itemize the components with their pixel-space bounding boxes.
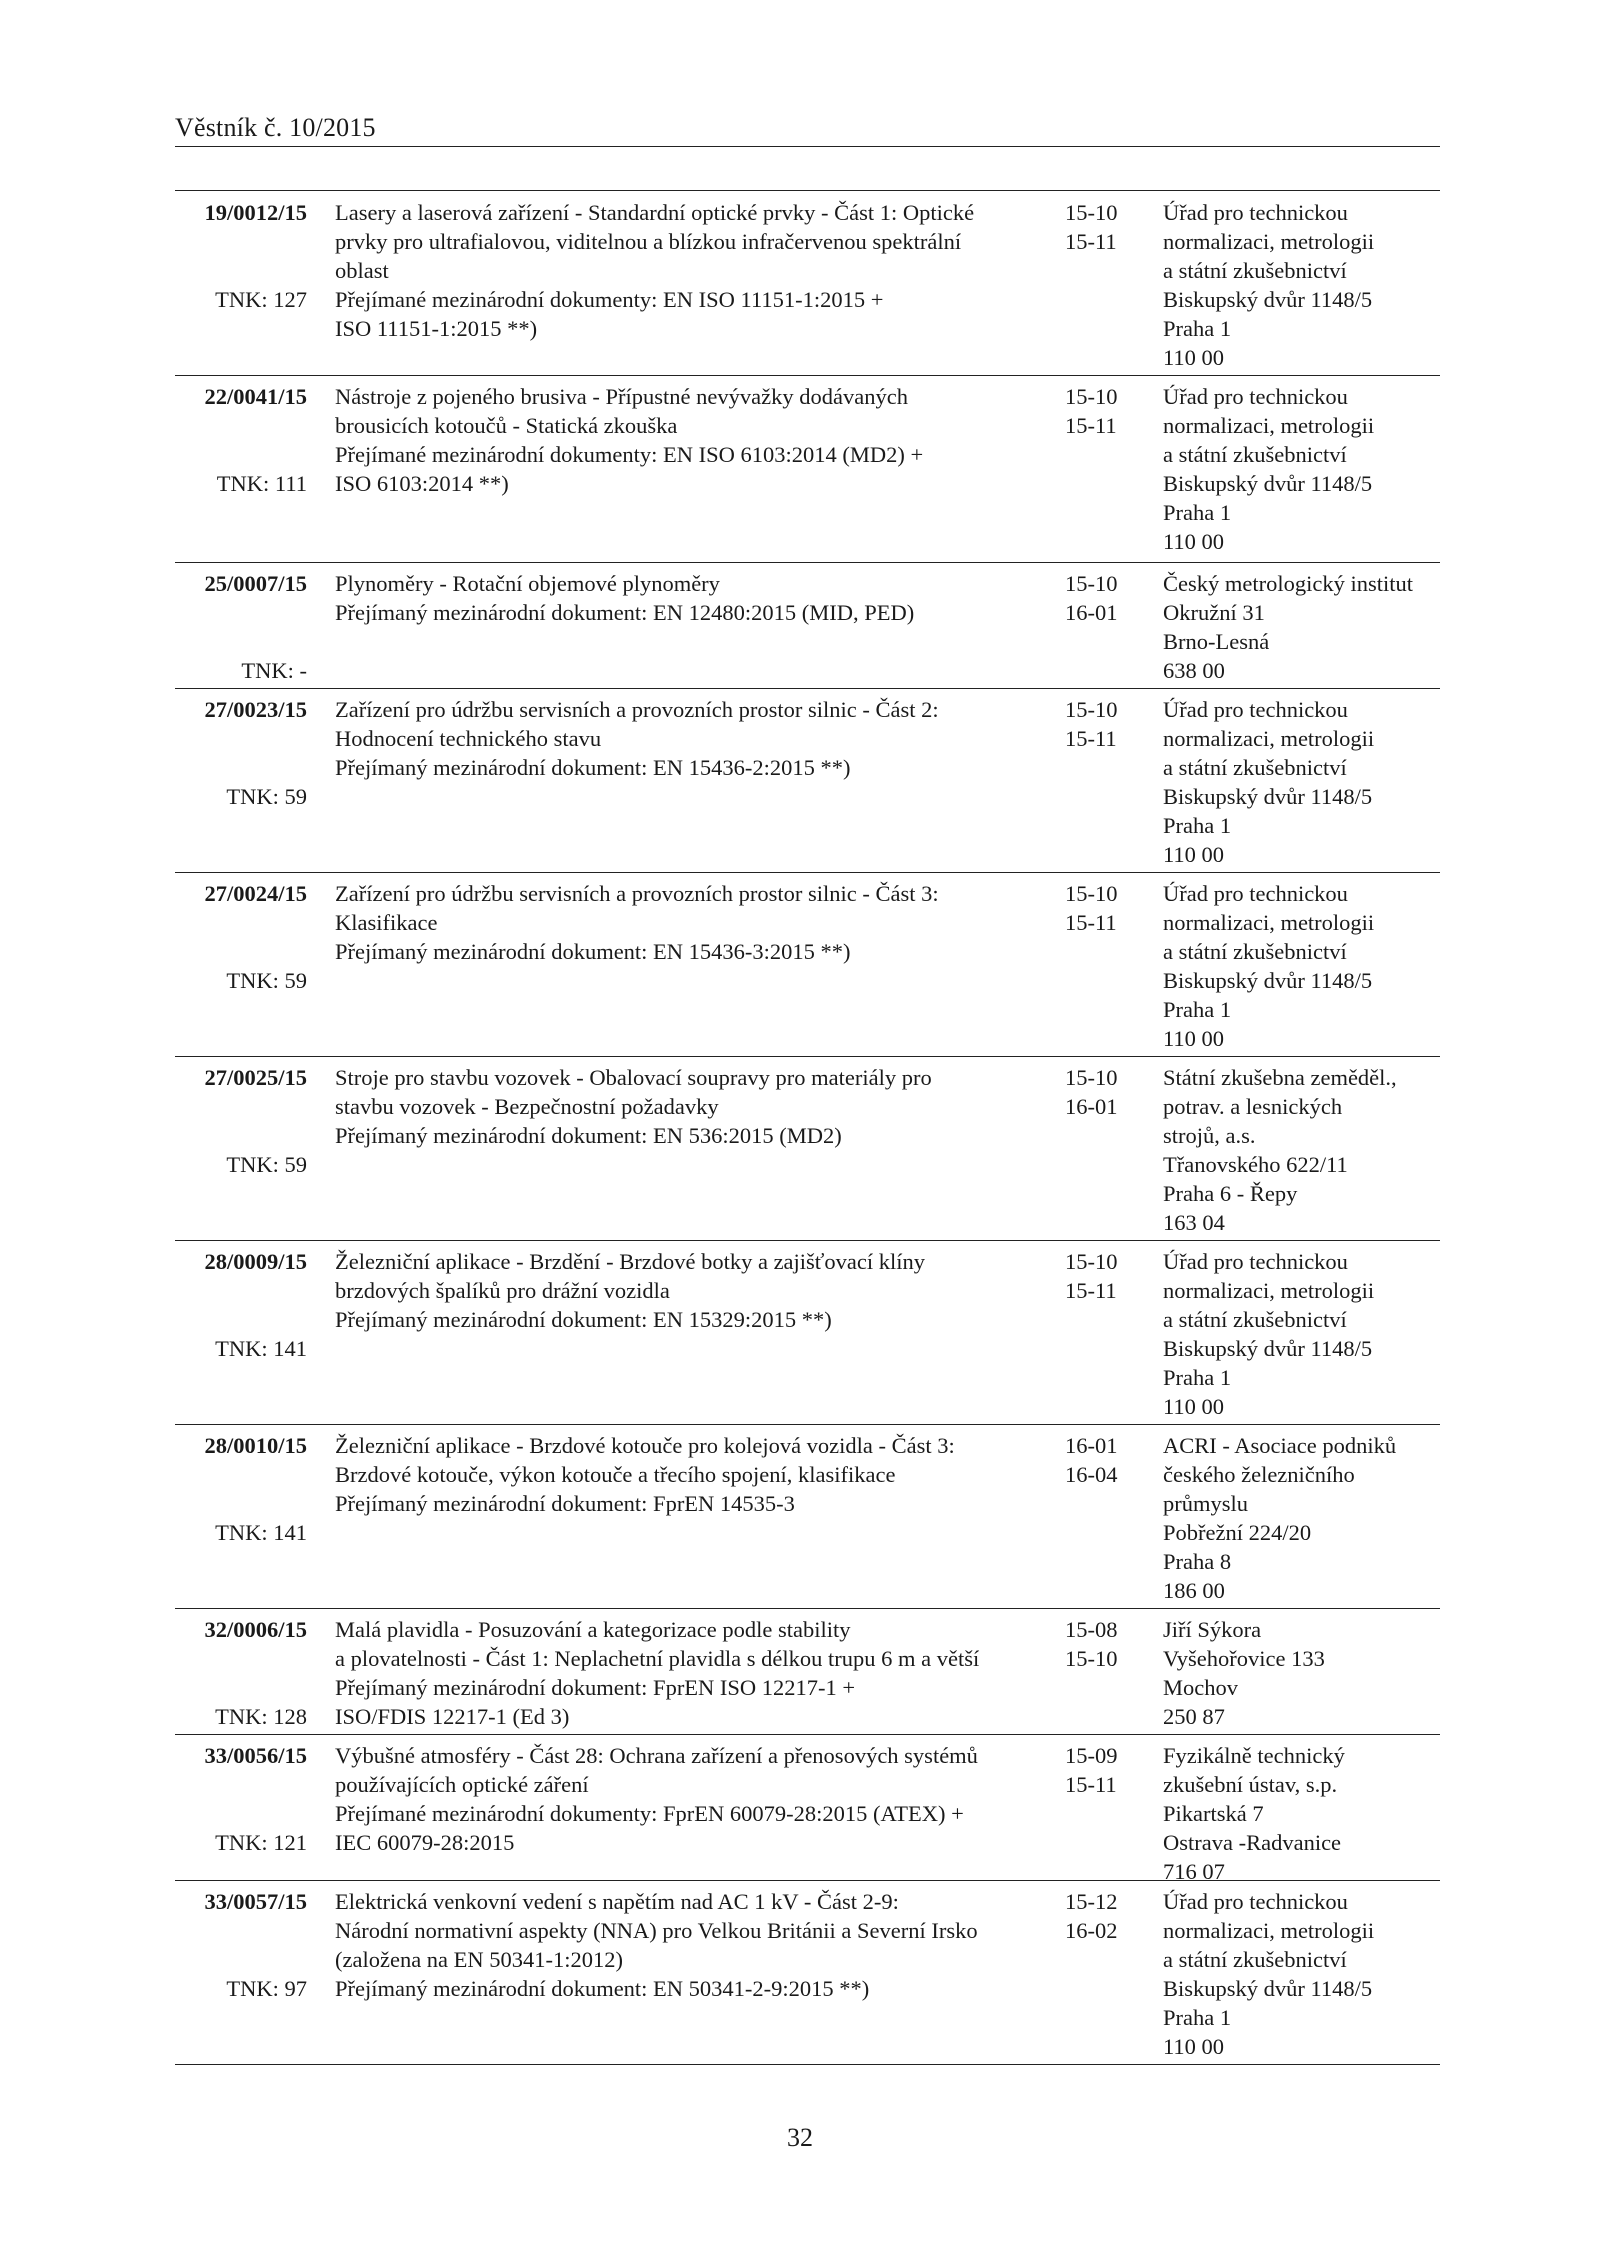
entry-organization-line: Praha 1 [1163, 813, 1232, 838]
entry-organization-cell [1163, 695, 1443, 869]
entry-title-line: Přejímaný mezinárodní dokument: FprEN 14535-3 [335, 1491, 795, 1516]
entry-dates-cell [1065, 1887, 1155, 1945]
entry-organization-line: Biskupský dvůr 1148/5 [1163, 784, 1373, 809]
entry-organization-line: 110 00 [1163, 842, 1225, 867]
table-row [175, 1735, 1440, 1884]
table-row [175, 1881, 1440, 2065]
entry-organization-line: 638 00 [1163, 658, 1225, 683]
entry-organization-cell [1163, 382, 1443, 556]
entry-organization-line: zkušební ústav, s.p. [1163, 1772, 1338, 1797]
entry-organization-line: Praha 8 [1163, 1549, 1232, 1574]
entry-title-line: Národní normativní aspekty (NNA) pro Velkou Británii a Severní Irsko [335, 1918, 978, 1943]
entry-title-line: Přejímané mezinárodní dokumenty: EN ISO 11151-1:2015 + [335, 287, 884, 312]
entry-organization-cell [1163, 1887, 1443, 2061]
entry-title-line: Přejímaný mezinárodní dokument: EN 15436-2:2015 **) [335, 755, 851, 780]
entry-organization-line: normalizaci, metrologii [1163, 229, 1375, 254]
entry-organization-line: Třanovského 622/11 [1163, 1152, 1348, 1177]
entry-id-cell [175, 1063, 307, 1177]
entry-id-cell [175, 198, 307, 312]
entry-organization-line: normalizaci, metrologii [1163, 413, 1375, 438]
entry-organization-line: normalizaci, metrologii [1163, 910, 1375, 935]
entry-title-line: brzdových špalíků pro drážní vozidla [335, 1278, 670, 1303]
entry-title-line: a plovatelnosti - Část 1: Neplachetní plavidla s délkou trupu 6 m a větší [335, 1646, 980, 1671]
entry-organization-cell [1163, 1431, 1443, 1605]
entry-organization-line: Praha 1 [1163, 500, 1232, 525]
entry-organization-line: Fyzikálně technický [1163, 1743, 1345, 1768]
entry-tnk: TNK: 127 [215, 287, 307, 312]
entry-dates-cell [1065, 1615, 1155, 1673]
entry-organization-line: 110 00 [1163, 1026, 1225, 1051]
entry-tnk: TNK: 59 [226, 968, 307, 993]
entry-title-line: ISO 6103:2014 **) [335, 471, 509, 496]
entry-organization-line: Mochov [1163, 1675, 1238, 1700]
table-row [175, 1425, 1440, 1609]
entry-organization-line: Úřad pro technickou [1163, 200, 1348, 225]
entry-number: 25/0007/15 [204, 571, 307, 596]
entry-number: 28/0010/15 [204, 1433, 307, 1458]
entry-tnk: TNK: 59 [226, 1152, 307, 1177]
entry-organization-line: Pikartská 7 [1163, 1801, 1264, 1826]
entry-title-cell [335, 695, 1035, 782]
entry-organization-line: Biskupský dvůr 1148/5 [1163, 287, 1373, 312]
table-top-divider [175, 190, 1440, 191]
entry-organization-line: 110 00 [1163, 345, 1225, 370]
entry-tnk: TNK: 59 [226, 784, 307, 809]
entry-title-line: Brzdové kotouče, výkon kotouče a třecího spojení, klasifikace [335, 1462, 896, 1487]
entry-organization-line: normalizaci, metrologii [1163, 1278, 1375, 1303]
entry-organization-line: Ostrava -Radvanice [1163, 1830, 1342, 1855]
entry-organization-line: Vyšehořovice 133 [1163, 1646, 1325, 1671]
entry-title-line: Přejímaný mezinárodní dokument: EN 15436-3:2015 **) [335, 939, 851, 964]
entry-title-line: (založena na EN 50341-1:2012) [335, 1947, 624, 1972]
entry-organization-line: Praha 1 [1163, 2005, 1232, 2030]
table-row [175, 563, 1440, 689]
entry-id-cell [175, 1887, 307, 2001]
standards-table [175, 192, 1440, 2065]
entry-organization-line: Jiří Sýkora [1163, 1617, 1262, 1642]
entry-title-line: Výbušné atmosféry - Část 28: Ochrana zařízení a přenosových systémů [335, 1743, 978, 1768]
entry-number: 32/0006/15 [204, 1617, 307, 1642]
entry-dates-cell [1065, 569, 1155, 627]
entry-tnk: TNK: 128 [215, 1704, 307, 1729]
entry-number: 33/0057/15 [204, 1889, 307, 1914]
entry-title-line: Přejímané mezinárodní dokumenty: EN ISO 6103:2014 (MD2) + [335, 442, 924, 467]
entry-organization-line: Brno-Lesná [1163, 629, 1270, 654]
entry-id-cell [175, 569, 307, 683]
entry-title-line: ISO 11151-1:2015 **) [335, 316, 538, 341]
entry-title-line: Železniční aplikace - Brzdění - Brzdové botky a zajišťovací klíny [335, 1249, 926, 1274]
header-divider [175, 146, 1440, 147]
entry-organization-line: a státní zkušebnictví [1163, 939, 1347, 964]
table-row [175, 192, 1440, 376]
entry-id-cell [175, 1615, 307, 1729]
entry-id-cell [175, 382, 307, 496]
entry-dates-cell [1065, 1247, 1155, 1305]
entry-date: 16-02 [1065, 1918, 1118, 1943]
table-row [175, 376, 1440, 563]
entry-id-cell [175, 1741, 307, 1855]
entry-date: 15-10 [1065, 1249, 1118, 1274]
entry-title-cell [335, 569, 1035, 627]
entry-organization-cell [1163, 1247, 1443, 1421]
entry-organization-line: potrav. a lesnických [1163, 1094, 1343, 1119]
entry-organization-line: a státní zkušebnictví [1163, 258, 1347, 283]
page-number: 32 [787, 2123, 813, 2152]
entry-title-line: Malá plavidla - Posuzování a kategorizace podle stability [335, 1617, 851, 1642]
entry-date: 15-08 [1065, 1617, 1118, 1642]
entry-organization-line: Úřad pro technickou [1163, 1249, 1348, 1274]
entry-title-line: Zařízení pro údržbu servisních a provozních prostor silnic - Část 2: [335, 697, 939, 722]
entry-organization-line: 110 00 [1163, 1394, 1225, 1419]
entry-organization-line: a státní zkušebnictví [1163, 442, 1347, 467]
entry-tnk: TNK: 141 [215, 1336, 307, 1361]
entry-date: 16-01 [1065, 600, 1118, 625]
entry-organization-line: Pobřežní 224/20 [1163, 1520, 1312, 1545]
entry-dates-cell [1065, 1431, 1155, 1489]
entry-organization-line: Biskupský dvůr 1148/5 [1163, 1336, 1373, 1361]
entry-organization-line: Praha 1 [1163, 316, 1232, 341]
entry-date: 15-11 [1065, 910, 1117, 935]
entry-id-cell [175, 879, 307, 993]
entry-organization-line: českého železničního [1163, 1462, 1355, 1487]
entry-organization-line: normalizaci, metrologii [1163, 1918, 1375, 1943]
entry-title-line: brousicích kotoučů - Statická zkouška [335, 413, 678, 438]
entry-date: 15-11 [1065, 1772, 1117, 1797]
entry-organization-line: Úřad pro technickou [1163, 881, 1348, 906]
entry-organization-line: 163 04 [1163, 1210, 1225, 1235]
entry-organization-cell [1163, 1063, 1443, 1237]
entry-organization-line: 110 00 [1163, 2034, 1225, 2059]
entry-date: 15-10 [1065, 1065, 1118, 1090]
entry-title-line: Hodnocení technického stavu [335, 726, 602, 751]
entry-organization-cell [1163, 879, 1443, 1053]
entry-dates-cell [1065, 1741, 1155, 1799]
entry-dates-cell [1065, 198, 1155, 256]
entry-organization-line: Biskupský dvůr 1148/5 [1163, 471, 1373, 496]
entry-title-line: Zařízení pro údržbu servisních a provozních prostor silnic - Část 3: [335, 881, 939, 906]
entry-organization-line: Praha 6 - Řepy [1163, 1181, 1298, 1206]
entry-number: 27/0025/15 [204, 1065, 307, 1090]
entry-tnk: TNK: 141 [215, 1520, 307, 1545]
entry-title-line: oblast [335, 258, 389, 283]
entry-organization-line: průmyslu [1163, 1491, 1249, 1516]
entry-title-cell [335, 1741, 1035, 1857]
entry-title-line: Přejímaný mezinárodní dokument: EN 50341-2-9:2015 **) [335, 1976, 870, 2001]
entry-date: 16-01 [1065, 1094, 1118, 1119]
entry-id-cell [175, 695, 307, 809]
entry-organization-line: 186 00 [1163, 1578, 1225, 1603]
entry-date: 16-04 [1065, 1462, 1118, 1487]
entry-organization-line: 110 00 [1163, 529, 1225, 554]
table-row [175, 689, 1440, 873]
entry-date: 15-10 [1065, 200, 1118, 225]
entry-number: 22/0041/15 [204, 384, 307, 409]
entry-organization-line: strojů, a.s. [1163, 1123, 1256, 1148]
entry-title-cell [335, 1887, 1035, 2003]
entry-organization-line: Praha 1 [1163, 1365, 1232, 1390]
entry-organization-line: 250 87 [1163, 1704, 1225, 1729]
entry-title-line: Přejímaný mezinárodní dokument: EN 536:2015 (MD2) [335, 1123, 842, 1148]
entry-title-cell [335, 382, 1035, 498]
entry-number: 27/0023/15 [204, 697, 307, 722]
entry-title-cell [335, 1063, 1035, 1150]
entry-date: 15-11 [1065, 413, 1117, 438]
entry-organization-line: ACRI - Asociace podniků [1163, 1433, 1397, 1458]
entry-organization-cell [1163, 1741, 1443, 1886]
entry-organization-line: Český metrologický institut [1163, 571, 1413, 596]
entry-title-line: IEC 60079-28:2015 [335, 1830, 515, 1855]
table-row [175, 1057, 1440, 1241]
entry-date: 16-01 [1065, 1433, 1118, 1458]
entry-id-cell [175, 1431, 307, 1545]
entry-organization-line: Úřad pro technickou [1163, 384, 1348, 409]
entry-title-line: Železniční aplikace - Brzdové kotouče pro kolejová vozidla - Část 3: [335, 1433, 955, 1458]
entry-date: 15-10 [1065, 1646, 1118, 1671]
entry-dates-cell [1065, 382, 1155, 440]
entry-date: 15-10 [1065, 881, 1118, 906]
entry-date: 15-11 [1065, 726, 1117, 751]
entry-dates-cell [1065, 879, 1155, 937]
entry-organization-cell [1163, 1615, 1443, 1731]
table-row [175, 1241, 1440, 1425]
entry-tnk: TNK: 111 [216, 471, 307, 496]
entry-title-line: Stroje pro stavbu vozovek - Obalovací soupravy pro materiály pro [335, 1065, 932, 1090]
entry-organization-line: Státní zkušebna zeměděl., [1163, 1065, 1397, 1090]
entry-title-cell [335, 1247, 1035, 1334]
entry-title-cell [335, 879, 1035, 966]
entry-tnk: TNK: - [241, 658, 307, 683]
entry-organization-line: Biskupský dvůr 1148/5 [1163, 1976, 1373, 2001]
entry-title-line: používajících optické záření [335, 1772, 589, 1797]
entry-tnk: TNK: 97 [226, 1976, 307, 2001]
table-row [175, 1609, 1440, 1735]
entry-number: 33/0056/15 [204, 1743, 307, 1768]
entry-title-cell [335, 198, 1035, 343]
entry-date: 15-11 [1065, 1278, 1117, 1303]
entry-dates-cell [1065, 1063, 1155, 1121]
entry-title-line: stavbu vozovek - Bezpečnostní požadavky [335, 1094, 719, 1119]
entry-organization-line: normalizaci, metrologii [1163, 726, 1375, 751]
entry-organization-cell [1163, 569, 1443, 685]
entry-title-line: Přejímaný mezinárodní dokument: EN 15329:2015 **) [335, 1307, 832, 1332]
entry-date: 15-09 [1065, 1743, 1118, 1768]
entry-organization-line: Okružní 31 [1163, 600, 1265, 625]
entry-number: 19/0012/15 [204, 200, 307, 225]
entry-number: 27/0024/15 [204, 881, 307, 906]
entry-title-line: Přejímaný mezinárodní dokument: FprEN ISO 12217-1 + [335, 1675, 856, 1700]
entry-title-line: Nástroje z pojeného brusiva - Přípustné nevývažky dodávaných [335, 384, 908, 409]
table-row [175, 873, 1440, 1057]
entry-organization-line: 716 07 [1163, 1859, 1225, 1884]
entry-title-cell [335, 1431, 1035, 1518]
entry-organization-line: a státní zkušebnictví [1163, 1947, 1347, 1972]
entry-organization-line: Biskupský dvůr 1148/5 [1163, 968, 1373, 993]
entry-date: 15-10 [1065, 571, 1118, 596]
entry-date: 15-10 [1065, 384, 1118, 409]
entry-title-line: prvky pro ultrafialovou, viditelnou a blízkou infračervenou spektrální [335, 229, 962, 254]
entry-organization-line: a státní zkušebnictví [1163, 1307, 1347, 1332]
entry-organization-line: Úřad pro technickou [1163, 697, 1348, 722]
entry-date: 15-11 [1065, 229, 1117, 254]
entry-dates-cell [1065, 695, 1155, 753]
entry-organization-cell [1163, 198, 1443, 372]
entry-title-line: Elektrická venkovní vedení s napětím nad AC 1 kV - Část 2-9: [335, 1889, 899, 1914]
entry-title-line: Klasifikace [335, 910, 438, 935]
entry-date: 15-12 [1065, 1889, 1118, 1914]
entry-tnk: TNK: 121 [215, 1830, 307, 1855]
entry-id-cell [175, 1247, 307, 1361]
entry-number: 28/0009/15 [204, 1249, 307, 1274]
entry-organization-line: a státní zkušebnictví [1163, 755, 1347, 780]
entry-organization-line: Úřad pro technickou [1163, 1889, 1348, 1914]
entry-title-line: Plynoměry - Rotační objemové plynoměry [335, 571, 720, 596]
entry-title-line: Přejímané mezinárodní dokumenty: FprEN 60079-28:2015 (ATEX) + [335, 1801, 964, 1826]
entry-title-line: Lasery a laserová zařízení - Standardní optické prvky - Část 1: Optické [335, 200, 975, 225]
entry-title-line: Přejímaný mezinárodní dokument: EN 12480:2015 (MID, PED) [335, 600, 915, 625]
entry-organization-line: Praha 1 [1163, 997, 1232, 1022]
entry-title-line: ISO/FDIS 12217-1 (Ed 3) [335, 1704, 570, 1729]
page-header-title: Věstník č. 10/2015 [175, 113, 376, 142]
entry-title-cell [335, 1615, 1035, 1731]
entry-date: 15-10 [1065, 697, 1118, 722]
